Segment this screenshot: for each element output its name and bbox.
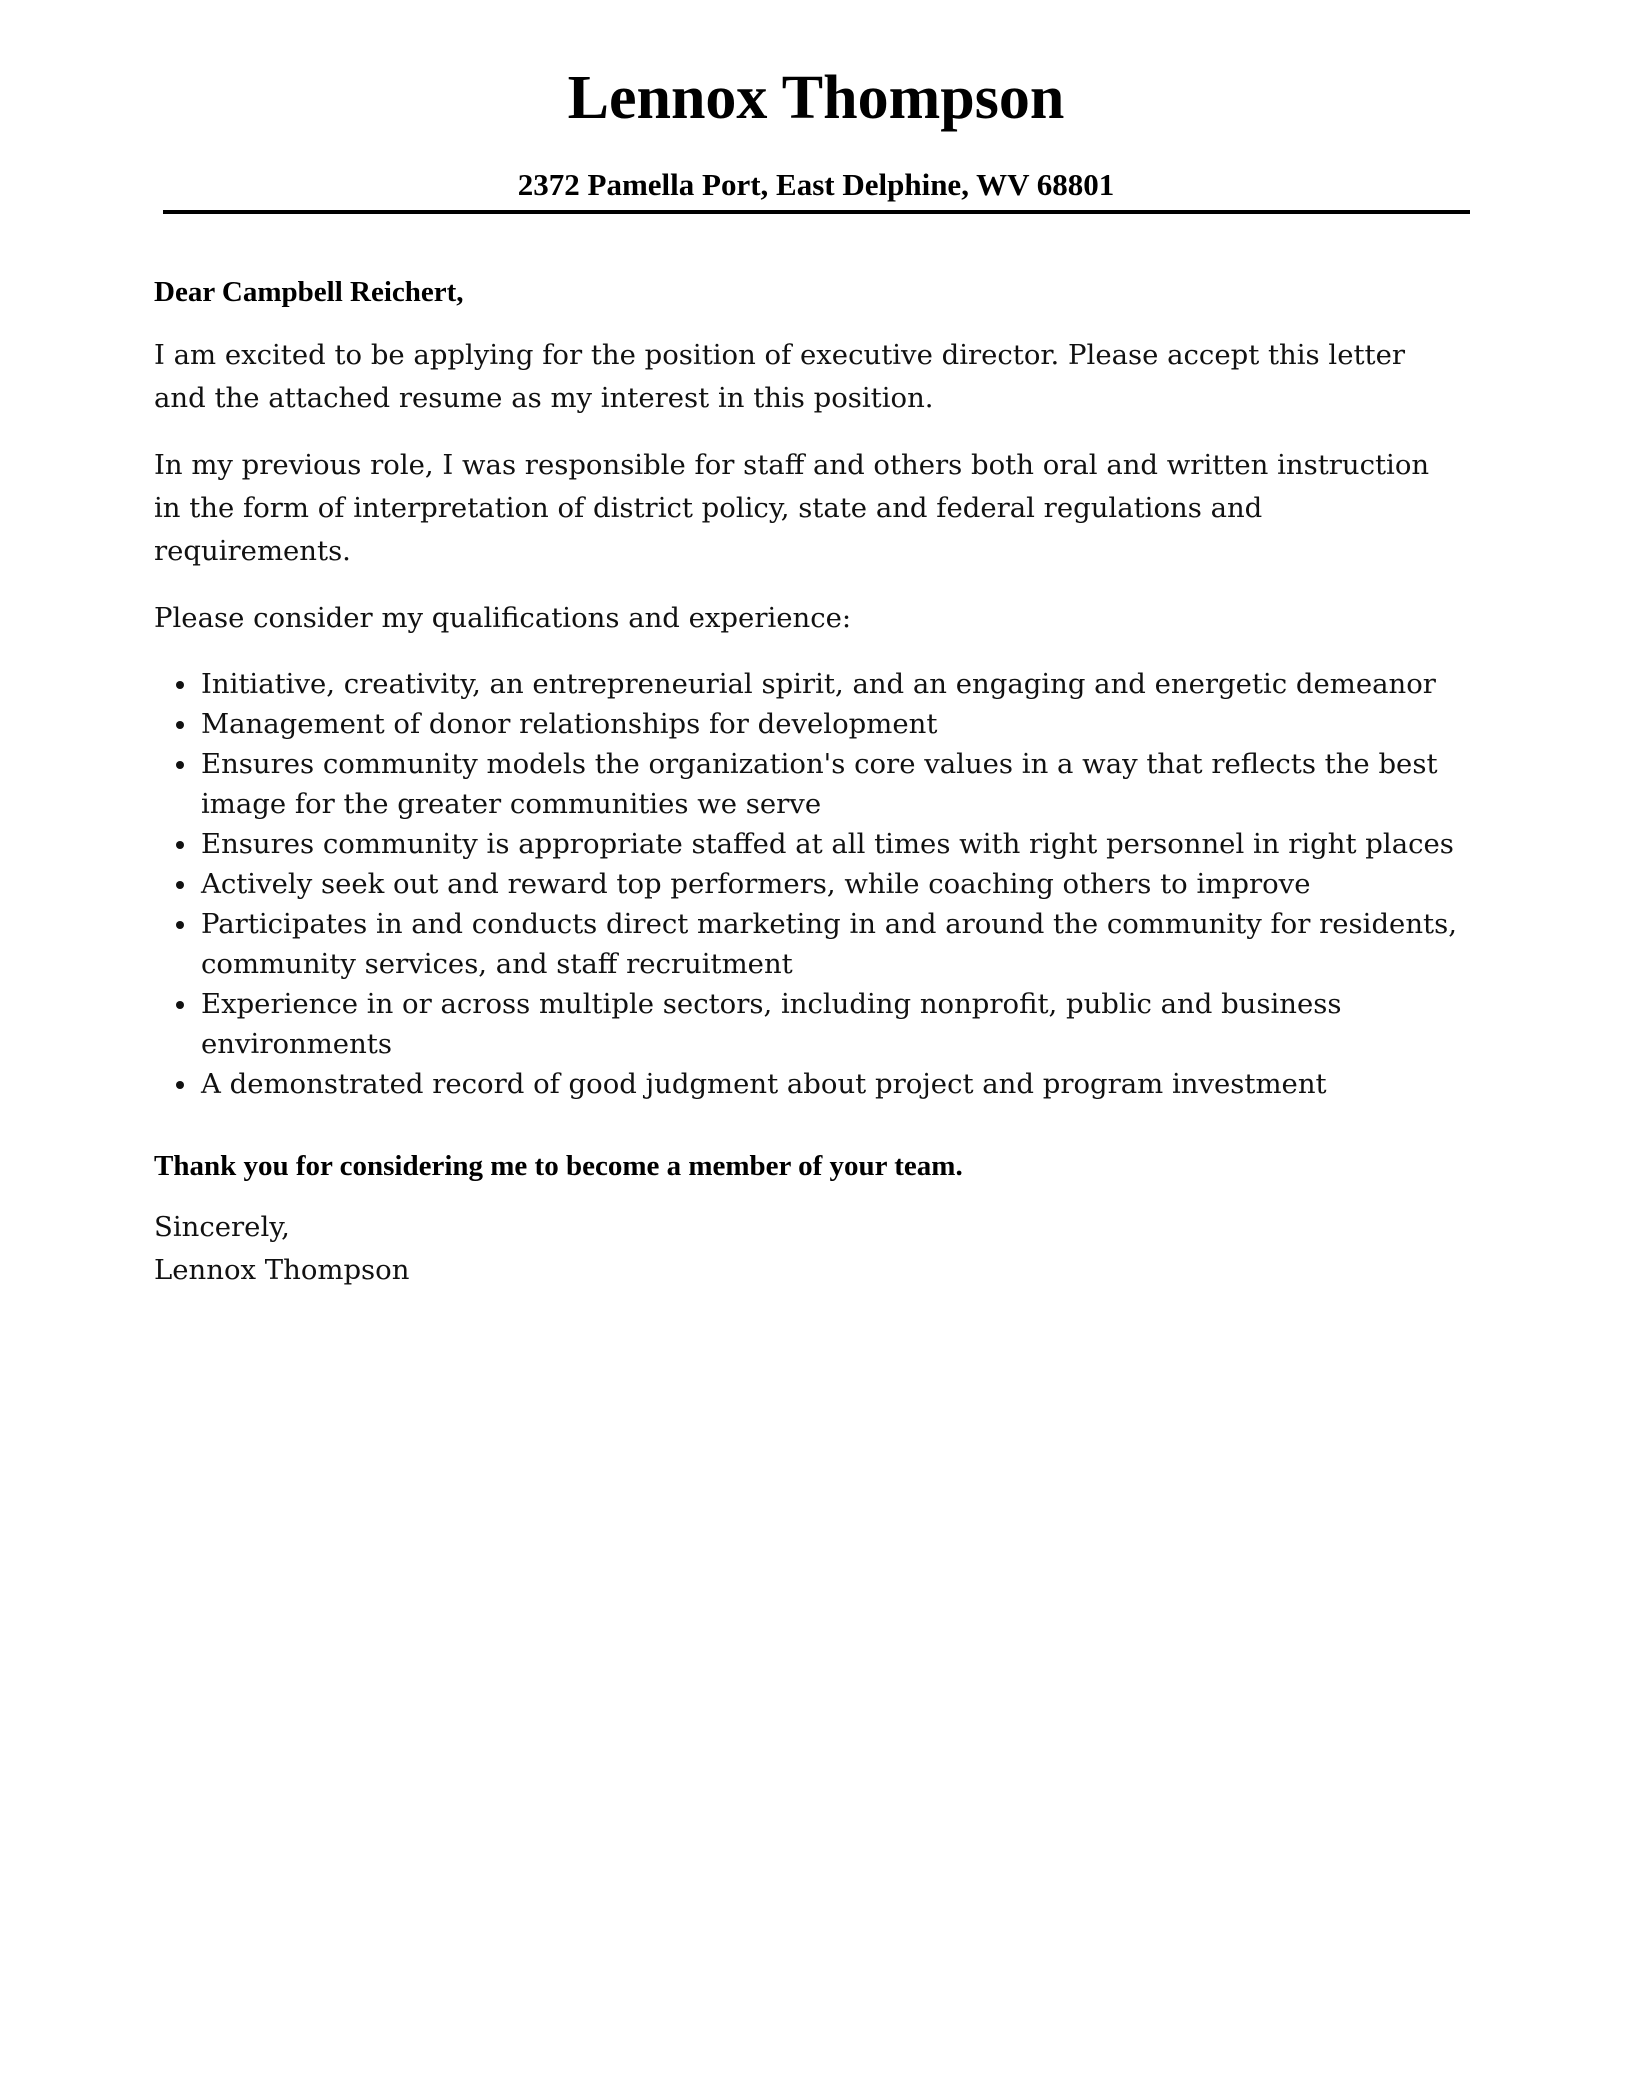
list-item xyxy=(154,704,1464,744)
bullet-icon xyxy=(176,681,184,689)
list-item-text: Experience in or across multiple sectors, including nonprofit, public and business environments xyxy=(201,988,1342,1060)
header-divider xyxy=(163,210,1470,214)
list-item-text: Ensures community models the organization's core values in a way that reflects the best image for the greater communities we serve xyxy=(201,748,1438,820)
list-item xyxy=(154,904,1464,984)
list-item xyxy=(154,864,1464,904)
bullet-icon xyxy=(176,921,184,929)
qualifications-list xyxy=(154,664,1464,1104)
list-item-text: Participates in and conducts direct marketing in and around the community for residents, community services, and staff recruitment xyxy=(201,908,1457,980)
list-item xyxy=(154,664,1464,704)
list-item xyxy=(154,744,1464,824)
closing-statement: Thank you for considering me to become a member of your team. xyxy=(154,1150,963,1182)
experience-paragraph: In my previous role, I was responsible for staff and others both oral and written instruction in the form of interpretation of district policy, state and federal regulations and requirements. xyxy=(154,449,1430,567)
sign-off: Sincerely, xyxy=(154,1211,290,1243)
letter-body xyxy=(154,272,1464,1292)
list-item xyxy=(154,984,1464,1064)
bullet-icon xyxy=(176,1001,184,1009)
list-item-text: Initiative, creativity, an entrepreneurial spirit, and an engaging and energetic demeanor xyxy=(201,668,1436,700)
bullet-icon xyxy=(176,841,184,849)
salutation: Dear Campbell Reichert, xyxy=(154,276,464,308)
intro-paragraph: I am excited to be applying for the position of executive director. Please accept this letter and the attached resume as my interest in this position. xyxy=(154,339,1405,414)
signature-name: Lennox Thompson xyxy=(154,1254,410,1286)
list-item xyxy=(154,824,1464,864)
list-item-text: Management of donor relationships for development xyxy=(201,708,938,740)
applicant-name: Lennox Thompson xyxy=(567,64,1065,132)
list-item-text: Ensures community is appropriate staffed at all times with right personnel in right places xyxy=(201,828,1454,860)
list-item-text: A demonstrated record of good judgment about project and program investment xyxy=(201,1068,1327,1100)
bullet-icon xyxy=(176,1081,184,1089)
bullet-icon xyxy=(176,761,184,769)
list-item xyxy=(154,1064,1464,1104)
qualifications-lead-in: Please consider my qualifications and experience: xyxy=(154,602,852,634)
applicant-address: 2372 Pamella Port, East Delphine, WV 68801 xyxy=(517,167,1115,202)
bullet-icon xyxy=(176,721,184,729)
list-item-text: Actively seek out and reward top performers, while coaching others to improve xyxy=(201,868,1311,900)
bullet-icon xyxy=(176,881,184,889)
